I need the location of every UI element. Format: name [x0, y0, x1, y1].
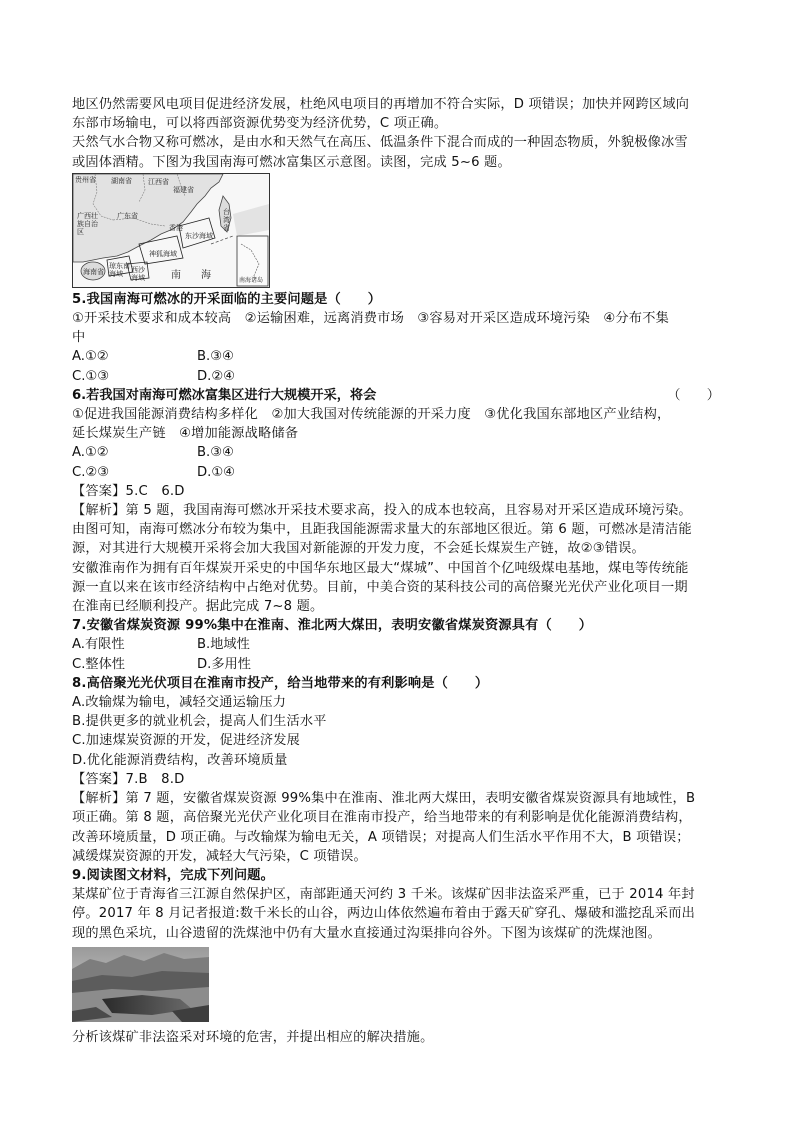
question-6-options — [72, 463, 720, 482]
material-line: 停。2017 年 8 月记者报道:数千米长的山谷，两边山体依然遍布着由于露天矿穿孔、爆破和滥挖乱采而出 — [72, 906, 696, 922]
explanation-line: 项正确。第 8 题，高倍聚光光伏产业化项目在淮南市投产，给当地带来的有利影响是优化能源消费结构， — [72, 810, 692, 826]
option-d: D.①④ — [197, 464, 235, 480]
question-9-prompt: 分析该煤矿非法盗采对环境的危害，并提出相应的解决措施。 — [72, 1029, 434, 1045]
question-6-header — [72, 386, 720, 405]
map-label: 东沙海域 — [185, 231, 213, 240]
question-5-options — [72, 347, 720, 366]
explanation-line: 【解析】第 7 题，安徽省煤炭资源 99%集中在淮南、淮北两大煤田，表明安徽省煤炭资源具有地域性，B — [72, 791, 696, 807]
map-label: 西沙海域 — [131, 265, 145, 282]
map-label: 江西省 — [148, 177, 169, 186]
option-a: A.有限性 — [72, 637, 125, 653]
question-8-stem: 8.高倍聚光光伏项目在淮南市投产，给当地带来的有利影响是（ ） — [72, 675, 489, 691]
map-label: 广东省 — [117, 211, 138, 220]
explanation-line: 减缓煤炭资源的开发，减轻大气污染，C 项错误。 — [72, 848, 367, 864]
intro-line: 天然气水合物又称可燃冰，是由水和天然气在高压、低温条件下混合而成的一种固态物质，外貌极像冰雪 — [72, 135, 688, 151]
question-7-options — [72, 655, 720, 674]
option-a: A.改输煤为输电，减轻交通运输压力 — [72, 695, 287, 711]
question-5-items: ①开采技术要求和成本较高 ②运输困难，远离消费市场 ③容易对开采区造成环境污染 ④分布不集 — [72, 311, 669, 327]
explanation-line: 改善环境质量，D 项正确。与改输煤为输电无关，A 项错误；对提高人们生活水平作用不大，B 项错误； — [72, 829, 690, 845]
map-label: 台湾省 — [223, 207, 230, 232]
option-b: B.提供更多的就业机会，提高人们生活水平 — [72, 714, 327, 730]
intro-line: 或固体酒精。下图为我国南海可燃冰富集区示意图。读图，完成 5~6 题。 — [72, 154, 511, 170]
photo-drawing — [72, 947, 209, 1022]
explanation-line: 源，对其进行大规模开采将会加大我国对新能源的开发力度，不会延长煤炭生产链，故②③错误。 — [72, 541, 645, 557]
intro2-line: 在淮南已经顺利投产。据此完成 7~8 题。 — [72, 599, 324, 615]
intro2-line: 安徽淮南作为拥有百年煤炭开采史的中国华东地区最大“煤城”、中国首个亿吨级煤电基地，煤电等传统能 — [72, 560, 689, 576]
option-c: C.加速煤炭资源的开发，促进经济发展 — [72, 733, 300, 749]
explanation-line: 由图可知，南海可燃冰分布较为集中，且距我国能源需求量大的东部地区很近。第 6 题，可燃冰是清洁能 — [72, 522, 692, 538]
material-line: 现的黑色采坑，山谷遗留的洗煤池中仍有大量水直接通过沟渠排向谷外。下图为该煤矿的洗煤池图。 — [72, 925, 662, 941]
intro2-line: 源一直以来在该市经济结构中占绝对优势。目前，中美合资的某科技公司的高倍聚光光伏产业化项目一期 — [72, 579, 688, 595]
explanation-line: 【解析】第 5 题，我国南海可燃冰开采技术要求高，投入的成本也较高，且容易对开采区造成环境污染。 — [72, 503, 692, 519]
option-b: B.③④ — [197, 445, 234, 461]
intro-line: 东部市场输电，可以将西部资源优势变为经济优势，C 项正确。 — [72, 116, 448, 132]
south-china-sea-map — [72, 173, 270, 288]
material-line: 某煤矿位于青海省三江源自然保护区，南部距通天河约 3 千米。该煤矿因非法盗采严重，已于 2014 年封 — [72, 887, 695, 903]
option-d: D.②④ — [197, 368, 235, 384]
coal-washing-pool-photo — [72, 947, 209, 1022]
question-6-stem: 6.若我国对南海可燃冰富集区进行大规模开采，将会 — [72, 387, 377, 403]
map-label: 海南省 — [83, 267, 104, 276]
answer-5-6: 【答案】5.C 6.D — [72, 483, 185, 499]
option-d: D.优化能源消费结构，改善环境质量 — [72, 752, 288, 768]
question-5-stem: 5.我国南海可燃冰的开采面临的主要问题是（ ） — [72, 291, 382, 307]
map-label: 湖南省 — [111, 176, 132, 185]
map-label: 福建省 — [173, 185, 194, 194]
map-label: 南 — [171, 269, 181, 281]
map-label: 香港 — [169, 223, 183, 232]
question-5-items: 中 — [72, 330, 86, 346]
question-7-stem: 7.安徽省煤炭资源 99%集中在淮南、淮北两大煤田，表明安徽省煤炭资源具有（ ） — [72, 618, 593, 634]
document-page — [72, 95, 720, 1047]
map-label: 琼东南海域 — [109, 261, 130, 278]
answer-7-8: 【答案】7.B 8.D — [72, 771, 185, 787]
question-6-items: ①促进我国能源消费结构多样化 ②加大我国对传统能源的开采力度 ③优化我国东部地区产业结构， — [72, 407, 671, 423]
answer-bracket: （ ） — [667, 387, 720, 403]
option-d: D.多用性 — [197, 656, 251, 672]
option-b: B.③④ — [197, 349, 234, 365]
option-c: C.②③ — [72, 464, 110, 480]
map-label: 南海诸岛 — [239, 276, 264, 284]
option-b: B.地域性 — [197, 637, 250, 653]
map-label: 神狐海域 — [149, 249, 177, 258]
question-6-items: 延长煤炭生产链 ④增加能源战略储备 — [72, 426, 299, 442]
map-label: 海 — [201, 269, 211, 281]
option-c: C.整体性 — [72, 656, 125, 672]
intro-line: 地区仍然需要风电项目促进经济发展，杜绝风电项目的再增加不符合实际，D 项错误；加快并网跨区域向 — [72, 97, 690, 112]
option-a: A.①② — [72, 349, 109, 365]
option-c: C.①③ — [72, 368, 110, 384]
question-9-stem: 9.阅读图文材料，完成下列问题。 — [72, 867, 275, 883]
question-5-options — [72, 367, 720, 386]
question-7-options — [72, 635, 720, 654]
question-6-options — [72, 443, 720, 462]
map-label: 贵州省 — [75, 175, 96, 184]
map-label: 广西壮族自治区 — [77, 211, 98, 236]
option-a: A.①② — [72, 445, 109, 461]
